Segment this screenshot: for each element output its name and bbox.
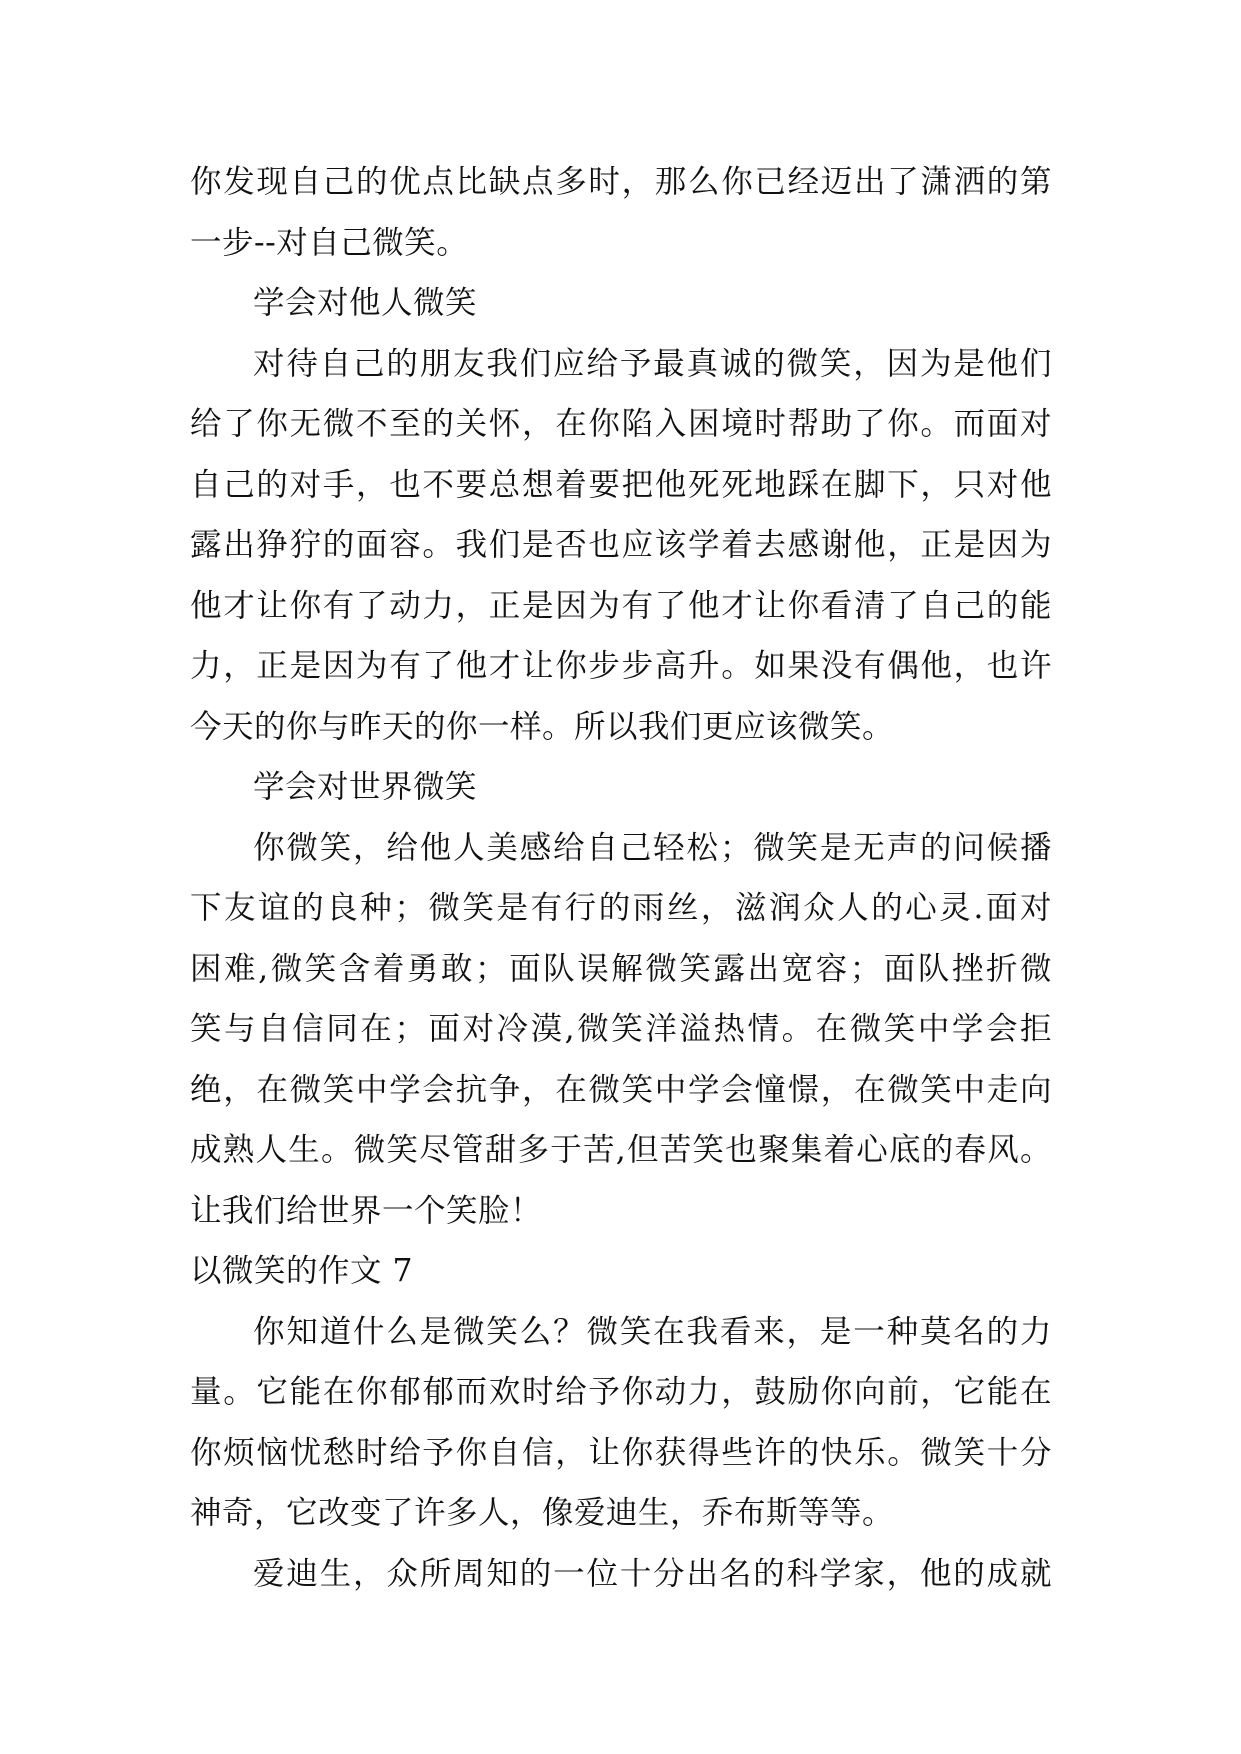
paragraph-line: 给了你无微不至的关怀，在你陷入困境时帮助了你。而面对	[190, 406, 1052, 442]
paragraph-line: 笑与自信同在；面对冷漠,微笑洋溢热情。在微笑中学会拒	[190, 1011, 1052, 1047]
paragraph-line: 下友谊的良种；微笑是有行的雨丝，滋润众人的心灵.面对	[190, 890, 1052, 926]
paragraph-line: 你发现自己的优点比缺点多时，那么你已经迈出了潇洒的第	[190, 164, 1052, 200]
paragraph-line: 成熟人生。微笑尽管甜多于苦,但苦笑也聚集着心底的春风。	[190, 1132, 1052, 1168]
paragraph-line: 量。它能在你郁郁而欢时给予你动力，鼓励你向前，它能在	[190, 1374, 1052, 1410]
paragraph-line: 他才让你有了动力，正是因为有了他才让你看清了自己的能	[190, 587, 1052, 624]
paragraph-line: 你知道什么是微笑么？微笑在我看来，是一种莫名的力	[253, 1313, 1052, 1350]
paragraph-line: 让我们给世界一个笑脸！	[190, 1192, 543, 1229]
paragraph-line: 困难,微笑含着勇敢；面队误解微笑露出宽容；面队挫折微	[190, 950, 1052, 987]
section-heading: 学会对他人微笑	[253, 285, 478, 321]
paragraph-line: 你微笑，给他人美感给自己轻松；微笑是无声的问候播	[253, 829, 1052, 866]
paragraph-line: 力，正是因为有了他才让你步步高升。如果没有偶他，也许	[190, 648, 1052, 684]
paragraph-line: 今天的你与昨天的你一样。所以我们更应该微笑。	[190, 708, 895, 745]
section-heading: 学会对世界微笑	[253, 769, 478, 805]
paragraph-line: 一步--对自己微笑。	[190, 224, 469, 261]
essay-title: 以微笑的作文 7	[190, 1253, 414, 1289]
paragraph-line: 对待自己的朋友我们应给予最真诚的微笑，因为是他们	[253, 345, 1052, 382]
paragraph-line: 露出狰狞的面容。我们是否也应该学着去感谢他，正是因为	[190, 527, 1052, 563]
paragraph-line: 爱迪生，众所周知的一位十分出名的科学家，他的成就	[253, 1555, 1052, 1592]
paragraph-line: 神奇，它改变了许多人，像爱迪生，乔布斯等等。	[190, 1495, 895, 1531]
paragraph-line: 绝，在微笑中学会抗争，在微笑中学会憧憬，在微笑中走向	[190, 1071, 1052, 1108]
document-body	[190, 152, 1052, 1604]
paragraph-line: 你烦恼忧愁时给予你自信，让你获得些许的快乐。微笑十分	[190, 1434, 1052, 1471]
paragraph-line: 自己的对手，也不要总想着要把他死死地踩在脚下，只对他	[190, 466, 1052, 503]
